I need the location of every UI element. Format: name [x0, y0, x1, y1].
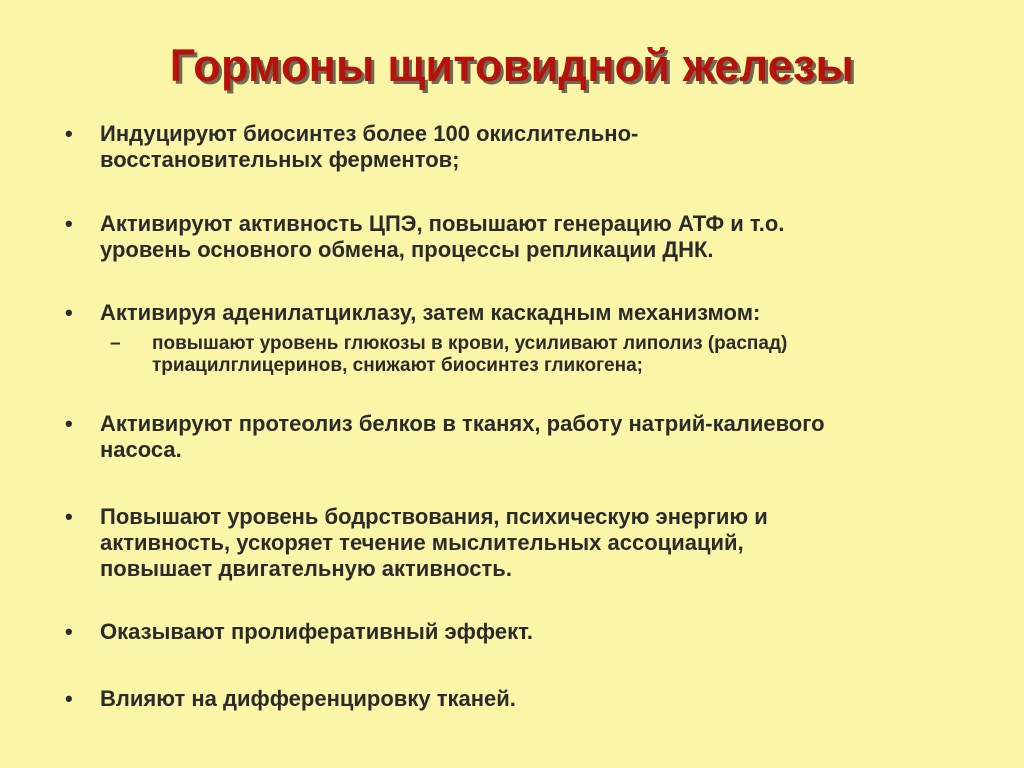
bullet-icon: •: [65, 300, 73, 325]
bullet-text: Индуцируют биосинтез более 100 окислительно- восстановительных ферментов;: [100, 121, 639, 172]
slide-title: Гормоны щитовидной железы: [169, 40, 855, 91]
bullet-text: Активируют активность ЦПЭ, повышают генерацию АТФ и т.о. уровень основного обмена, процессы репликации ДНК.: [100, 211, 785, 262]
bullet-icon: •: [65, 411, 73, 436]
sub-item-text: повышают уровень глюкозы в крови, усиливают липолиз (распад) триацилглицеринов, снижают биосинтез гликогена;: [152, 333, 788, 376]
bullet-text: Активируя аденилатциклазу, затем каскадным механизмом:: [100, 300, 761, 325]
bullet-text: Влияют на дифференцировку тканей.: [100, 686, 516, 711]
bullet-icon: •: [65, 504, 73, 529]
bullet-icon: •: [65, 686, 73, 711]
bullet-icon: •: [65, 619, 73, 644]
bullet-text: Активируют протеолиз белков в тканях, работу натрий-калиевого насоса.: [100, 411, 825, 462]
bullet-text: Оказывают пролиферативный эффект.: [100, 619, 534, 644]
bullet-text: Повышают уровень бодрствования, психическую энергию и активность, ускоряет течение мыслительных ассоциаций, повышает двигательную активность.: [100, 504, 768, 581]
bullet-icon: •: [65, 211, 73, 236]
bullet-icon: •: [65, 121, 73, 146]
dash-icon: –: [110, 333, 121, 354]
